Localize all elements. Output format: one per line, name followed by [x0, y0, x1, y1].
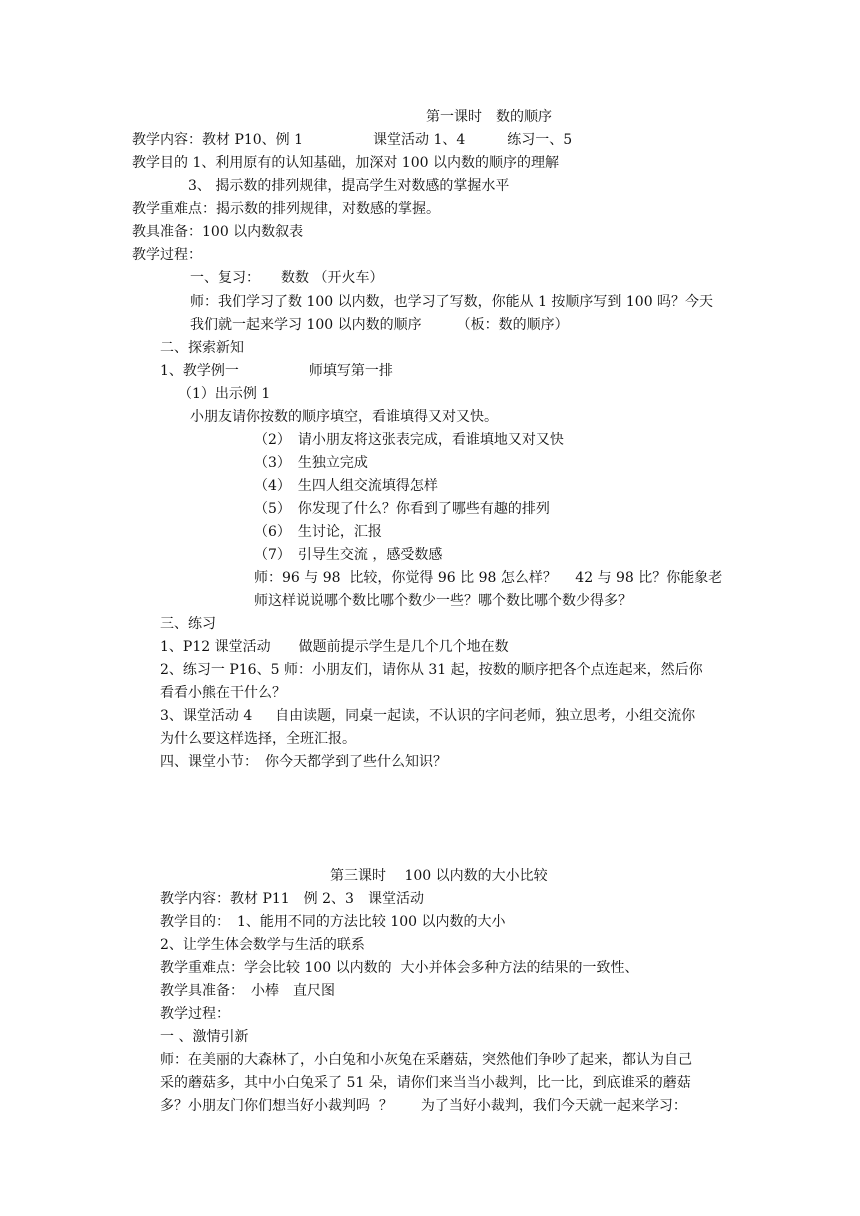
lesson1-practice-2b: 看看小熊在干什么？	[160, 685, 286, 701]
lesson3-process: 教学过程：	[160, 1006, 230, 1022]
lesson1-fill: 小朋友请你按数的顺序填空，看谁填得又对又快。	[190, 409, 498, 425]
lesson3-teacher-2: 采的蘑菇多，其中小白兔采了 51 朵，请你们来当当小裁判，比一比，到底谁采的蘑菇	[160, 1075, 691, 1091]
lesson1-practice-1: 1、P12 课堂活动 做题前提示学生是几个几个地在数	[160, 639, 509, 655]
lesson1-practice-2a: 2、练习一 P16、5 师：小朋友们，请你从 31 起，按数的顺序把各个点连起来，然后你	[160, 662, 703, 678]
lesson3-intro: 一 、激情引新	[160, 1029, 249, 1045]
lesson1-goal1: 教学目的 1、利用原有的认知基础，加深对 100 以内数的顺序的理解	[132, 155, 559, 171]
lesson3-title: 第三课时 100 以内数的大小比较	[330, 868, 548, 884]
lesson3-teacher-3: 多？小朋友门你们想当好小裁判吗 ？ 为了当好小裁判，我们今天就一起来学习：	[160, 1098, 687, 1114]
lesson1-explore: 二、探索新知	[160, 340, 244, 356]
lesson3-goal2: 2、让学生体会数学与生活的联系	[160, 937, 365, 953]
lesson1-step: （7） 引导生交流 ，感受数感	[254, 547, 443, 563]
lesson1-step: （2） 请小朋友将这张表完成，看谁填地又对又快	[254, 432, 564, 448]
lesson1-tools: 教具准备：100 以内数叙表	[132, 224, 304, 240]
lesson1-teacher1b: 我们就一起来学习 100 以内数的顺序 （板：数的顺序）	[190, 317, 569, 333]
lesson1-goal3: 3、 揭示数的排列规律，提高学生对数感的掌握水平	[188, 178, 510, 194]
lesson3-content: 教学内容：教材 P11 例 2、3 课堂活动	[160, 891, 424, 907]
lesson1-step: （6） 生讨论，汇报	[254, 524, 382, 540]
lesson1-summary: 四、课堂小节： 你今天都学到了些什么知识？	[160, 754, 447, 770]
lesson1-example1: 1、教学例一 师填写第一排	[160, 363, 393, 379]
lesson1-teacher2b: 师这样说说哪个数比哪个数少一些？哪个数比哪个数少得多？	[254, 593, 632, 609]
lesson3-difficulty: 教学重难点：学会比较 100 以内数的 大小并体会多种方法的结果的一致性、	[160, 960, 639, 976]
lesson3-goal1: 教学目的： 1、能用不同的方法比较 100 以内数的大小	[160, 914, 506, 930]
lesson1-title: 第一课时 数的顺序	[426, 109, 552, 125]
lesson1-review: 一、复习： 数数 （开火车）	[190, 270, 384, 286]
lesson1-practice-3b: 为什么要这样选择，全班汇报。	[160, 731, 356, 747]
lesson3-teacher-1: 师：在美丽的大森林了，小白兔和小灰兔在采蘑菇，突然他们争吵了起来，都认为自己	[160, 1052, 692, 1068]
lesson3-tools: 教学具准备： 小棒 直尺图	[160, 983, 335, 999]
lesson1-practice: 三、练习	[160, 616, 216, 632]
lesson1-step: （4） 生四人组交流填得怎样	[254, 478, 438, 494]
lesson1-difficulty: 教学重难点：揭示数的排列规律，对数感的掌握。	[132, 201, 440, 217]
lesson1-teacher2a: 师：96 与 98 比较，你觉得 96 比 98 怎么样？ 42 与 98 比？你能象老	[254, 570, 723, 586]
lesson1-step: （5） 你发现了什么？你看到了哪些有趣的排列	[254, 501, 550, 517]
lesson1-practice-3a: 3、课堂活动 4 自由读题，同桌一起读，不认识的字问老师，独立思考，小组交流你	[160, 708, 696, 724]
lesson1-teacher1a: 师：我们学习了数 100 以内数，也学习了写数，你能从 1 按顺序写到 100 吗？今天	[190, 294, 714, 310]
lesson1-show: （1）出示例 1	[178, 386, 271, 402]
lesson1-process: 教学过程：	[132, 247, 202, 263]
lesson1-content: 教学内容：教材 P10、例 1 课堂活动 1、4 练习一、5	[132, 132, 573, 148]
lesson1-step: （3） 生独立完成	[254, 455, 368, 471]
